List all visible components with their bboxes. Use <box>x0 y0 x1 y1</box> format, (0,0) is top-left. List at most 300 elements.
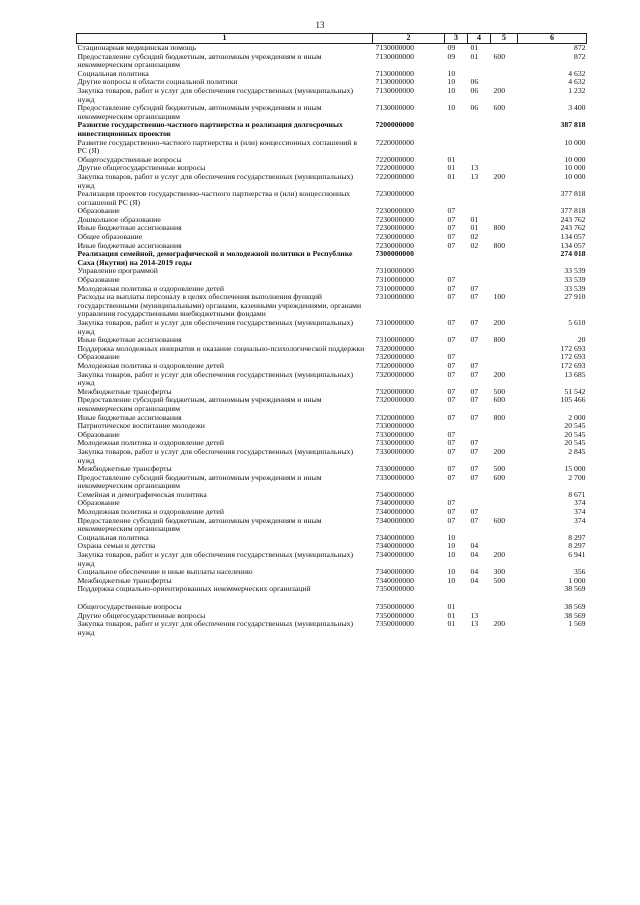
cell-expense-type: 500 <box>493 464 506 474</box>
cell-subsection: 07 <box>470 283 479 293</box>
cell-code: 7350000000 <box>375 619 414 629</box>
cell-expense-type <box>491 585 518 594</box>
cell-amount: 10 000 <box>564 163 586 173</box>
cell-section: 07 <box>447 240 456 250</box>
cell-section: 10 <box>447 77 456 87</box>
cell-amount: 872 <box>573 51 586 61</box>
cell-name: Общегосударственные вопросы <box>77 602 182 611</box>
cell-section: 07 <box>447 360 456 370</box>
cell-section: 07 <box>447 223 456 233</box>
cell-expense-type <box>491 431 518 440</box>
cell-section: 07 <box>447 214 456 224</box>
cell-subsection: 01 <box>470 51 479 61</box>
budget-table <box>76 33 587 637</box>
table-row <box>77 474 587 491</box>
cell-section: 01 <box>447 602 456 611</box>
cell-name: Закупка товаров, работ и услуг для обеспечения государственных (муниципальных) нужд <box>77 550 354 568</box>
cell-section: 07 <box>447 507 456 517</box>
cell-amount: 243 762 <box>560 214 586 224</box>
cell-amount: 33 539 <box>564 266 586 276</box>
cell-expense-type: 200 <box>493 85 506 95</box>
table-row <box>77 87 587 104</box>
cell-subsection: 04 <box>470 550 479 560</box>
cell-expense-type <box>491 139 518 156</box>
cell-subsection: 07 <box>470 386 479 396</box>
cell-expense-type <box>491 345 518 354</box>
cell-section: 01 <box>447 619 456 629</box>
cell-amount: 2 000 <box>568 412 586 422</box>
cell-amount: 105 466 <box>560 395 586 405</box>
cell-code: 7220000000 <box>375 137 414 147</box>
cell-name: Межбюджетные трансферты <box>77 575 172 585</box>
cell-section: 07 <box>447 429 456 439</box>
cell-amount: 8 297 <box>568 541 586 551</box>
cell-code: 7220000000 <box>375 171 414 181</box>
cell-section: 07 <box>447 412 456 422</box>
cell-name: Другие общегосударственные вопросы <box>77 610 206 620</box>
cell-subsection: 13 <box>470 171 479 181</box>
table-row <box>77 422 587 431</box>
cell-name: Иные бюджетные ассигнования <box>77 223 182 233</box>
cell-expense-type: 500 <box>493 575 506 585</box>
cell-name: Поддержка социально-ориентированных некоммерческих организаций <box>77 584 311 594</box>
cell-code: 7310000000 <box>375 318 414 327</box>
cell-amount: 2 845 <box>568 446 586 456</box>
cell-code: 7220000000 <box>375 163 414 173</box>
cell-subsection <box>468 250 491 267</box>
cell-code: 7130000000 <box>375 103 414 113</box>
cell-name: Поддержка молодежных инициатив и оказание социально-психологической поддержки <box>77 343 365 353</box>
cell-section: 01 <box>447 171 456 181</box>
cell-amount: 8 671 <box>568 489 586 499</box>
cell-amount: 38 569 <box>564 584 586 594</box>
cell-subsection: 07 <box>470 507 479 517</box>
cell-code: 7200000000 <box>375 120 414 130</box>
cell-expense-type: 200 <box>493 369 506 379</box>
cell-subsection: 07 <box>470 360 479 370</box>
cell-amount: 3 400 <box>568 103 586 113</box>
cell-section: 07 <box>447 283 456 293</box>
cell-amount: 374 <box>573 515 586 525</box>
cell-subsection: 04 <box>470 575 479 585</box>
cell-expense-type <box>491 276 518 285</box>
table-row <box>77 396 587 413</box>
cell-code: 7310000000 <box>375 292 414 302</box>
cell-name: Другие вопросы в области социальной политики <box>77 77 238 87</box>
table-row <box>77 371 587 388</box>
cell-amount: 15 000 <box>564 464 586 474</box>
cell-expense-type <box>491 422 518 431</box>
cell-code: 7230000000 <box>375 232 414 242</box>
cell-section: 07 <box>447 275 456 285</box>
table-row <box>77 293 587 319</box>
cell-section: 07 <box>447 498 456 508</box>
cell-expense-type: 800 <box>493 335 506 345</box>
cell-expense-type <box>491 534 518 543</box>
cell-subsection <box>468 267 491 276</box>
table-row <box>77 491 587 500</box>
cell-section <box>445 139 468 156</box>
column-header-amount: 6 <box>518 34 587 44</box>
cell-subsection: 01 <box>470 214 479 224</box>
cell-section <box>445 190 468 207</box>
cell-section <box>445 250 468 267</box>
cell-amount: 5 610 <box>568 318 586 327</box>
cell-name: Другие общегосударственные вопросы <box>77 163 206 173</box>
cell-section: 07 <box>447 472 456 482</box>
cell-section: 10 <box>447 103 456 113</box>
cell-name: Закупка товаров, работ и услуг для обеспечения государственных (муниципальных) нужд <box>77 85 354 104</box>
cell-name: Молодежная политика и оздоровление детей <box>77 507 224 517</box>
cell-amount: 1 000 <box>568 575 586 585</box>
cell-code: 7320000000 <box>375 386 414 396</box>
cell-section: 10 <box>447 550 456 560</box>
cell-expense-type: 500 <box>493 386 506 396</box>
cell-code: 7340000000 <box>375 575 414 585</box>
cell-section: 07 <box>447 438 456 448</box>
cell-section <box>445 121 468 138</box>
cell-name: Закупка товаров, работ и услуг для обеспечения государственных (муниципальных) нужд <box>77 619 354 637</box>
cell-amount: 274 018 <box>560 249 586 259</box>
cell-code: 7340000000 <box>375 541 414 551</box>
cell-subsection: 07 <box>470 335 479 345</box>
cell-subsection: 13 <box>470 619 479 629</box>
cell-amount: 51 542 <box>564 386 586 396</box>
cell-name: Закупка товаров, работ и услуг для обеспечения государственных (муниципальных) нужд <box>77 318 354 336</box>
cell-expense-type <box>491 250 518 267</box>
cell-expense-type <box>491 353 518 362</box>
cell-amount: 13 685 <box>564 369 586 379</box>
cell-amount: 33 539 <box>564 283 586 293</box>
cell-section <box>445 585 468 594</box>
cell-subsection <box>468 345 491 354</box>
cell-code: 7330000000 <box>375 429 414 439</box>
cell-subsection <box>468 190 491 207</box>
cell-amount: 4 632 <box>568 68 586 78</box>
cell-name: Социальное обеспечение и иные выплаты населению <box>77 567 253 577</box>
cell-expense-type <box>491 121 518 138</box>
cell-expense-type: 200 <box>493 446 506 456</box>
cell-subsection: 01 <box>470 43 479 52</box>
cell-amount: 374 <box>573 507 586 517</box>
cell-subsection <box>468 121 491 138</box>
cell-amount: 10 000 <box>564 171 586 181</box>
cell-name: Развитие государственно-частного партнерства и (или) концессионных соглашений в РС (Я) <box>77 137 357 156</box>
cell-code: 7130000000 <box>375 43 414 52</box>
cell-code: 7350000000 <box>375 610 414 620</box>
cell-amount: 2 700 <box>568 472 586 482</box>
table-row <box>77 551 587 568</box>
cell-name: Предоставление субсидий бюджетным, автономным учреждениям и иным некоммерческим организациям <box>77 51 322 70</box>
cell-code: 7340000000 <box>375 515 414 525</box>
cell-subsection: 07 <box>470 292 479 302</box>
cell-amount: 243 762 <box>560 223 586 233</box>
cell-name: Стационарная медицинская помощь <box>77 43 197 52</box>
cell-amount: 172 693 <box>560 360 586 370</box>
cell-section: 07 <box>447 369 456 379</box>
cell-amount: 1 569 <box>568 619 586 629</box>
cell-amount: 1 232 <box>568 85 586 95</box>
cell-name: Иные бюджетные ассигнования <box>77 412 182 422</box>
cell-name: Развитие государственно-частного партнерства и реализация долгосрочных инвестиционных проектов <box>77 120 343 138</box>
cell-code: 7340000000 <box>375 507 414 517</box>
table-row <box>77 319 587 336</box>
cell-subsection: 07 <box>470 412 479 422</box>
cell-expense-type <box>491 70 518 79</box>
cell-name: Общегосударственные вопросы <box>77 154 182 164</box>
table-row <box>77 448 587 465</box>
cell-name: Образование <box>77 429 120 439</box>
cell-expense-type: 600 <box>493 51 506 61</box>
cell-name: Реализация проектов государственно-частного партнерства и (или) концессионных соглашений РС (Я) <box>77 189 351 207</box>
cell-code: 7320000000 <box>375 395 414 405</box>
cell-subsection: 04 <box>470 567 479 577</box>
cell-subsection: 04 <box>470 541 479 551</box>
cell-name: Молодежная политика и оздоровление детей <box>77 438 224 448</box>
cell-section: 09 <box>447 51 456 61</box>
cell-section: 10 <box>447 575 456 585</box>
cell-code: 7230000000 <box>375 214 414 224</box>
cell-code: 7320000000 <box>375 352 414 362</box>
cell-code: 7320000000 <box>375 369 414 379</box>
cell-subsection: 07 <box>470 464 479 474</box>
cell-subsection: 06 <box>470 85 479 95</box>
cell-section: 07 <box>447 395 456 405</box>
cell-code: 7330000000 <box>375 472 414 482</box>
cell-amount: 20 <box>577 335 586 345</box>
cell-code: 7300000000 <box>375 249 414 259</box>
cell-subsection <box>468 422 491 431</box>
cell-expense-type: 800 <box>493 240 506 250</box>
cell-name: Иные бюджетные ассигнования <box>77 335 182 345</box>
cell-amount: 33 539 <box>564 275 586 285</box>
cell-section: 07 <box>447 464 456 474</box>
cell-section: 01 <box>447 154 456 164</box>
cell-code: 7320000000 <box>375 343 414 353</box>
cell-section: 07 <box>447 515 456 525</box>
cell-section: 07 <box>447 206 456 216</box>
cell-code: 7130000000 <box>375 68 414 78</box>
cell-subsection <box>468 491 491 500</box>
column-header-name: 1 <box>77 34 373 44</box>
cell-expense-type: 600 <box>493 472 506 482</box>
cell-code: 7320000000 <box>375 360 414 370</box>
page-number: 13 <box>315 20 325 30</box>
cell-amount: 38 569 <box>564 602 586 611</box>
cell-name: Предоставление субсидий бюджетным, автономным учреждениям и иным некоммерческим организациям <box>77 395 322 413</box>
cell-name: Патриотическое воспитание молодежи <box>77 421 205 431</box>
cell-name: Образование <box>77 498 120 508</box>
cell-amount: 10 000 <box>564 137 586 147</box>
cell-amount: 134 057 <box>560 232 586 242</box>
cell-code: 7230000000 <box>375 206 414 216</box>
cell-code: 7330000000 <box>375 464 414 474</box>
cell-subsection: 07 <box>470 438 479 448</box>
cell-code: 7130000000 <box>375 77 414 87</box>
table-row <box>77 173 587 190</box>
cell-code: 7310000000 <box>375 283 414 293</box>
table-header-row <box>77 34 587 44</box>
cell-code: 7340000000 <box>375 567 414 577</box>
cell-expense-type: 200 <box>493 318 506 327</box>
cell-amount: 38 569 <box>564 610 586 620</box>
column-header-section: 3 <box>445 34 468 44</box>
cell-name: Социальная политика <box>77 68 149 78</box>
cell-name: Молодежная политика и оздоровление детей <box>77 283 224 293</box>
cell-section: 10 <box>447 541 456 551</box>
cell-subsection: 02 <box>470 240 479 250</box>
cell-expense-type: 800 <box>493 223 506 233</box>
cell-section: 09 <box>447 43 456 52</box>
table-row <box>77 517 587 534</box>
cell-code: 7340000000 <box>375 532 414 542</box>
cell-code: 7330000000 <box>375 421 414 431</box>
cell-expense-type <box>491 156 518 165</box>
cell-code: 7320000000 <box>375 412 414 422</box>
cell-section: 07 <box>447 318 456 327</box>
cell-subsection: 07 <box>470 472 479 482</box>
cell-amount: 387 818 <box>560 120 586 130</box>
cell-section: 10 <box>447 532 456 542</box>
cell-code: 7340000000 <box>375 550 414 560</box>
cell-name: Закупка товаров, работ и услуг для обеспечения государственных (муниципальных) нужд <box>77 171 354 190</box>
cell-code: 7330000000 <box>375 438 414 448</box>
cell-name: Межбюджетные трансферты <box>77 386 172 396</box>
cell-name: Закупка товаров, работ и услуг для обеспечения государственных (муниципальных) нужд <box>77 446 354 465</box>
cell-amount: 356 <box>573 567 586 577</box>
cell-amount: 20 545 <box>564 429 586 439</box>
cell-amount: 6 941 <box>568 550 586 560</box>
cell-subsection: 07 <box>470 515 479 525</box>
cell-expense-type <box>491 499 518 508</box>
cell-code: 7230000000 <box>375 223 414 233</box>
cell-section: 07 <box>447 292 456 302</box>
cell-subsection <box>468 585 491 594</box>
cell-name: Образование <box>77 206 120 216</box>
cell-name: Образование <box>77 275 120 285</box>
cell-section: 07 <box>447 386 456 396</box>
cell-code: 7310000000 <box>375 335 414 345</box>
cell-name: Образование <box>77 352 120 362</box>
cell-code: 7220000000 <box>375 154 414 164</box>
cell-subsection: 06 <box>470 103 479 113</box>
cell-code: 7340000000 <box>375 498 414 508</box>
cell-amount: 134 057 <box>560 240 586 250</box>
cell-name: Семейная и демографическая политика <box>77 489 207 499</box>
table-row <box>77 104 587 121</box>
cell-expense-type: 600 <box>493 395 506 405</box>
cell-code: 7130000000 <box>375 85 414 95</box>
cell-code: 7310000000 <box>375 266 414 276</box>
cell-subsection: 07 <box>470 369 479 379</box>
cell-subsection: 06 <box>470 77 479 87</box>
cell-amount: 4 632 <box>568 77 586 87</box>
cell-name: Предоставление субсидий бюджетным, автономным учреждениям и иным некоммерческим организациям <box>77 515 322 534</box>
cell-amount: 10 000 <box>564 154 586 164</box>
cell-amount: 27 910 <box>564 292 586 302</box>
table-row <box>77 345 587 354</box>
cell-amount: 377 818 <box>560 206 586 216</box>
cell-expense-type: 200 <box>493 619 506 629</box>
cell-name: Общее образование <box>77 232 143 242</box>
cell-section: 01 <box>447 163 456 173</box>
table-row <box>77 53 587 70</box>
cell-code: 7230000000 <box>375 240 414 250</box>
table-row <box>77 190 587 207</box>
cell-name: Межбюджетные трансферты <box>77 464 172 474</box>
cell-expense-type: 100 <box>493 292 506 302</box>
cell-expense-type: 600 <box>493 103 506 113</box>
cell-name: Иные бюджетные ассигнования <box>77 240 182 250</box>
table-row <box>77 224 587 233</box>
cell-code: 7330000000 <box>375 446 414 456</box>
cell-expense-type: 600 <box>493 515 506 525</box>
cell-code: 7230000000 <box>375 189 414 199</box>
cell-code: 7310000000 <box>375 275 414 285</box>
cell-expense-type: 200 <box>493 171 506 181</box>
cell-subsection: 07 <box>470 318 479 327</box>
cell-amount: 374 <box>573 498 586 508</box>
table-row <box>77 121 587 138</box>
cell-code: 7340000000 <box>375 489 414 499</box>
cell-section: 01 <box>447 610 456 620</box>
table-row <box>77 620 587 637</box>
cell-section: 10 <box>447 567 456 577</box>
cell-subsection: 13 <box>470 163 479 173</box>
cell-expense-type <box>491 491 518 500</box>
cell-section: 07 <box>447 335 456 345</box>
cell-subsection: 01 <box>470 223 479 233</box>
cell-section: 10 <box>447 68 456 78</box>
cell-subsection: 07 <box>470 395 479 405</box>
cell-expense-type <box>491 267 518 276</box>
cell-code: 7350000000 <box>375 584 414 594</box>
cell-expense-type <box>491 190 518 207</box>
cell-name: Реализация семейной, демографической и молодежной политики в Республике Саха (Якутия) на 2014-2019 годы <box>77 249 353 267</box>
cell-name: Расходы на выплаты персоналу в целях обеспечения выполнения функций государственными (муниципальными) органами, казенными учреждениями, органами управления государственными внебюджетными фондами <box>77 292 362 319</box>
cell-expense-type: 300 <box>493 567 506 577</box>
cell-expense-type: 200 <box>493 550 506 560</box>
cell-code: 7350000000 <box>375 602 414 611</box>
cell-name: Управление программой <box>77 266 158 276</box>
cell-name: Закупка товаров, работ и услуг для обеспечения государственных (муниципальных) нужд <box>77 369 354 388</box>
column-header-code: 2 <box>373 34 445 44</box>
cell-amount: 20 545 <box>564 438 586 448</box>
cell-code: 7130000000 <box>375 51 414 61</box>
cell-section: 07 <box>447 232 456 242</box>
table-row <box>77 250 587 267</box>
cell-amount: 377 818 <box>560 189 586 199</box>
table-row <box>77 139 587 156</box>
cell-section: 07 <box>447 446 456 456</box>
cell-name: Молодежная политика и оздоровление детей <box>77 360 224 370</box>
table-row <box>77 585 587 594</box>
cell-name: Охрана семьи и детства <box>77 541 156 551</box>
cell-section: 10 <box>447 85 456 95</box>
table-row <box>77 267 587 276</box>
cell-amount: 172 693 <box>560 352 586 362</box>
column-header-expense-type: 5 <box>491 34 518 44</box>
cell-expense-type <box>491 207 518 216</box>
cell-amount: 872 <box>573 43 586 52</box>
cell-amount: 8 297 <box>568 532 586 542</box>
cell-name: Предоставление субсидий бюджетным, автономным учреждениям и иным некоммерческим организациям <box>77 472 322 491</box>
table-body <box>77 44 587 638</box>
cell-amount: 172 693 <box>560 343 586 353</box>
cell-section: 07 <box>447 352 456 362</box>
cell-subsection: 13 <box>470 610 479 620</box>
cell-amount: 20 545 <box>564 421 586 431</box>
